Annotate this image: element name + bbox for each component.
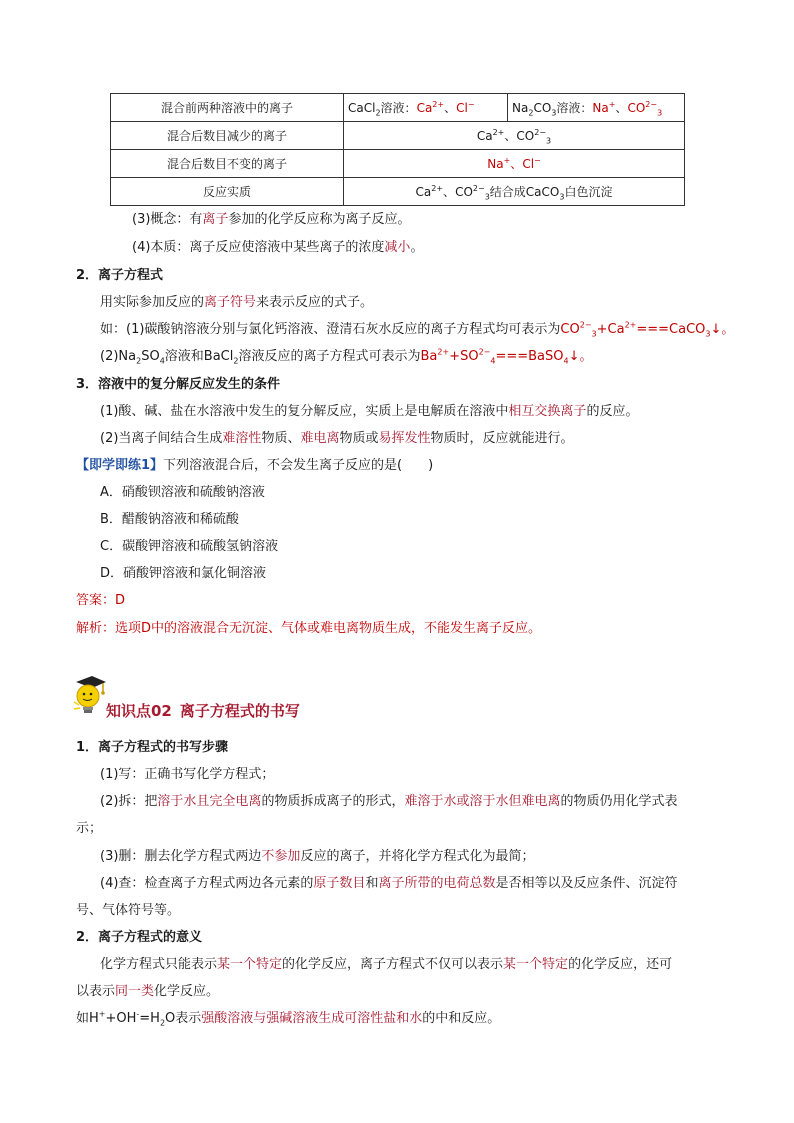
sup: 2−: [472, 184, 485, 193]
ion: Ca: [476, 129, 493, 143]
table-cell: [111, 94, 344, 122]
text: 。: [410, 240, 424, 255]
formula: +OH: [105, 1011, 137, 1026]
text: (4)本质：离子反应使溶液中某些离子的浓度: [132, 240, 385, 255]
sub: 3: [484, 192, 490, 202]
text: 的物质仍用化学式表: [560, 794, 678, 809]
sub: 2: [159, 1018, 166, 1028]
step-2-cont: 示；: [76, 821, 103, 836]
highlight: 离子所带的电荷总数: [378, 876, 496, 891]
text: 参加的化学反应称为离子反应。: [228, 212, 411, 227]
text: (3)删：删去化学方程式两边: [100, 849, 262, 864]
condition-line-1: [100, 400, 638, 419]
sup: -: [136, 1009, 140, 1019]
step-4-cont: 号、气体符号等。: [76, 903, 181, 918]
sep: 、: [444, 101, 457, 115]
section-number: 2．: [76, 930, 99, 945]
text: 的反应。: [586, 404, 639, 419]
text: 溶液：: [380, 101, 417, 115]
kp-number: 知识点02: [106, 702, 172, 720]
sub: 3: [551, 108, 557, 118]
sub: 3: [591, 329, 597, 339]
section-number: 1．: [76, 740, 99, 755]
concept-line: [132, 208, 410, 227]
text: (4)查：检查离子方程式两边各元素的: [100, 876, 314, 891]
equation: [560, 322, 734, 337]
section-title: 离子方程式的意义: [98, 930, 203, 945]
ion: Cl: [456, 101, 468, 115]
text: 用实际参加反应的: [100, 295, 205, 310]
highlight: 相互交换离子: [508, 404, 587, 419]
option-b: B．醋酸钠溶液和稀硫酸: [100, 512, 239, 527]
step-3: [100, 845, 534, 864]
row-label: 混合前两种溶液中的离子: [160, 101, 293, 115]
formula: CO: [533, 101, 552, 115]
formula: 如H: [76, 1011, 99, 1026]
section-title: 离子方程式的书写步骤: [98, 740, 229, 755]
text: (2)当离子间结合生成: [100, 431, 223, 446]
text: (3)概念：有: [132, 212, 203, 227]
text: 反应的离子，并将化学方程式化为最简；: [300, 849, 535, 864]
table-row: [111, 178, 685, 206]
highlight: 难溶于水或溶于水但难电离: [404, 794, 561, 809]
table-row: [111, 94, 685, 122]
sub: 3: [559, 192, 565, 202]
sep: 、: [615, 101, 628, 115]
practice-tag: 【即学即练1】: [76, 458, 164, 473]
meaning-line-2: [76, 980, 219, 999]
formula: ↓。: [568, 349, 593, 364]
text: 的化学反应，还可: [568, 957, 673, 972]
text: 物质时，反应就能进行。: [430, 431, 574, 446]
formula: CO: [560, 322, 580, 337]
option-d: D．硝酸钾溶液和氯化铜溶液: [100, 566, 267, 581]
formula: SO: [141, 349, 160, 364]
highlight: 难电离: [300, 431, 340, 446]
step-2: [100, 790, 677, 809]
text: 如：(1)碳酸钠溶液分别与氯化钙溶液、澄清石灰水反应的离子方程式均可表示为: [100, 322, 561, 337]
sup: −: [467, 100, 475, 109]
sup: 2−: [534, 128, 547, 137]
sub: 2: [375, 108, 381, 118]
sep: 、: [510, 157, 523, 171]
sep: 、: [504, 129, 517, 143]
row-label: 混合后数目减少的离子: [166, 129, 287, 143]
sup: 2+: [624, 320, 637, 330]
sub: 4: [159, 356, 165, 366]
text: 溶液和: [164, 349, 204, 364]
sup: 2+: [492, 128, 505, 137]
text: (1)酸、碱、盐在水溶液中发生的复分解反应，实质上是电解质在溶液中: [100, 404, 509, 419]
formula: +Ca: [596, 322, 625, 337]
analysis: 解析：选项D中的溶液混合无沉淀、气体或难电离物质生成，不能发生离子反应。: [76, 621, 542, 636]
highlight: 同一类: [115, 984, 155, 999]
table-cell: [344, 178, 685, 206]
text: 结合成: [489, 185, 526, 199]
step-1: (1)写：正确书写化学方程式；: [100, 767, 275, 782]
highlight: 易挥发性: [378, 431, 431, 446]
ion: CO: [627, 101, 646, 115]
ion: Na: [592, 101, 609, 115]
formula: (2)Na: [100, 349, 137, 364]
option-c: C．碳酸钾溶液和硫酸氢钠溶液: [100, 539, 279, 554]
text: 化学反应。: [154, 984, 220, 999]
sup: +: [98, 1009, 106, 1019]
sup: 2+: [431, 184, 444, 193]
sup: 2−: [579, 320, 592, 330]
row-label: 混合后数目不变的离子: [166, 157, 287, 171]
highlight: 减小: [384, 240, 411, 255]
sup: 2−: [645, 100, 658, 109]
formula: ===BaSO: [495, 349, 564, 364]
row-label: 反应实质: [202, 185, 251, 199]
text: 的物质拆成离子的形式，: [261, 794, 405, 809]
text: 溶液：: [556, 101, 593, 115]
option-a: A．硝酸钡溶液和硫酸钠溶液: [100, 485, 265, 500]
sub: 2: [528, 108, 534, 118]
example-line-1: [100, 318, 734, 337]
sup: +: [608, 100, 616, 109]
meaning-example: [76, 1007, 500, 1026]
sep: 、: [443, 185, 456, 199]
table-cell: [344, 150, 685, 178]
text: O表示: [165, 1011, 202, 1026]
sub: 3: [657, 108, 663, 118]
text: 以表示: [76, 984, 116, 999]
formula: CaCO: [525, 185, 560, 199]
highlight: 难溶性: [222, 431, 262, 446]
formula: +SO: [449, 349, 479, 364]
meaning-line-1: [100, 953, 672, 972]
text: 溶液反应的离子方程式可表示为: [238, 349, 421, 364]
formula: Ba: [420, 349, 438, 364]
example-line-2: [100, 345, 593, 364]
ion: Cl: [522, 157, 535, 171]
sub: 3: [705, 329, 711, 339]
definition-line: [100, 291, 373, 310]
essence-line: [132, 236, 423, 255]
ion: Ca: [415, 185, 432, 199]
text: 和: [365, 876, 379, 891]
sup: 2+: [437, 347, 450, 357]
highlight: 某一个特定: [217, 957, 283, 972]
formula: ↓。: [710, 322, 735, 337]
sub: 4: [563, 356, 569, 366]
question-text: 下列溶液混合后，不会发生离子反应的是( ): [163, 458, 434, 473]
table-cell: [344, 94, 508, 122]
text: 来表示反应的式子。: [256, 295, 374, 310]
highlight: 原子数目: [313, 876, 366, 891]
table-cell: [508, 94, 685, 122]
text: 物质或: [339, 431, 379, 446]
kp-title: 离子方程式的书写: [179, 702, 300, 720]
sup: +: [503, 156, 511, 165]
text: 的化学反应，离子方程式不仅可以表示: [282, 957, 504, 972]
section-heading: [76, 736, 228, 755]
step-4: [100, 872, 677, 891]
sup: 2+: [432, 100, 445, 109]
highlight: 强酸溶液与强碱溶液生成可溶性盐和水: [201, 1011, 423, 1026]
ion: Na: [487, 157, 504, 171]
text: (2)拆：把: [100, 794, 158, 809]
highlight: 离子: [202, 212, 229, 227]
text: 是否相等以及反应条件、沉淀符: [495, 876, 678, 891]
formula: ===CaCO: [636, 322, 706, 337]
sup: −: [534, 156, 541, 165]
section-number: 3．: [76, 377, 99, 392]
sub: 2: [233, 356, 239, 366]
text: 的中和反应。: [422, 1011, 501, 1026]
condition-line-2: [100, 427, 574, 446]
section-number: 2．: [76, 268, 99, 283]
text: 白色沉淀: [564, 185, 613, 199]
table-cell: [344, 122, 685, 150]
sub: 3: [546, 136, 552, 146]
formula: CaCl: [348, 101, 376, 115]
table-cell: [111, 150, 344, 178]
practice-question: [76, 454, 433, 473]
highlight: 离子符号: [204, 295, 257, 310]
section-title: 溶液中的复分解反应发生的条件: [98, 377, 281, 392]
highlight: 溶于水且完全电离: [157, 794, 262, 809]
sub: 2: [136, 356, 142, 366]
sup: 2−: [478, 347, 491, 357]
ion: Ca: [416, 101, 433, 115]
ion: CO: [455, 185, 473, 199]
scholar-bulb-icon: [70, 672, 108, 718]
text: 物质、: [261, 431, 301, 446]
section-heading: [76, 926, 202, 945]
highlight: 不参加: [261, 849, 301, 864]
highlight: 某一个特定: [503, 957, 569, 972]
sub: 4: [490, 356, 496, 366]
section-heading: [76, 373, 280, 392]
table-row: [111, 150, 685, 178]
section-heading: [76, 264, 163, 283]
formula: BaCl: [203, 349, 234, 364]
table-cell: [111, 178, 344, 206]
ion-table: [110, 93, 685, 206]
equation: [420, 349, 592, 364]
table-cell: [111, 122, 344, 150]
formula: =H: [139, 1011, 160, 1026]
ion: CO: [516, 129, 535, 143]
text: 化学方程式只能表示: [100, 957, 218, 972]
section-title: 离子方程式: [98, 268, 164, 283]
knowledge-point-title: [106, 700, 300, 721]
answer: 答案：D: [76, 593, 126, 608]
formula: Na: [512, 101, 529, 115]
table-row: [111, 122, 685, 150]
